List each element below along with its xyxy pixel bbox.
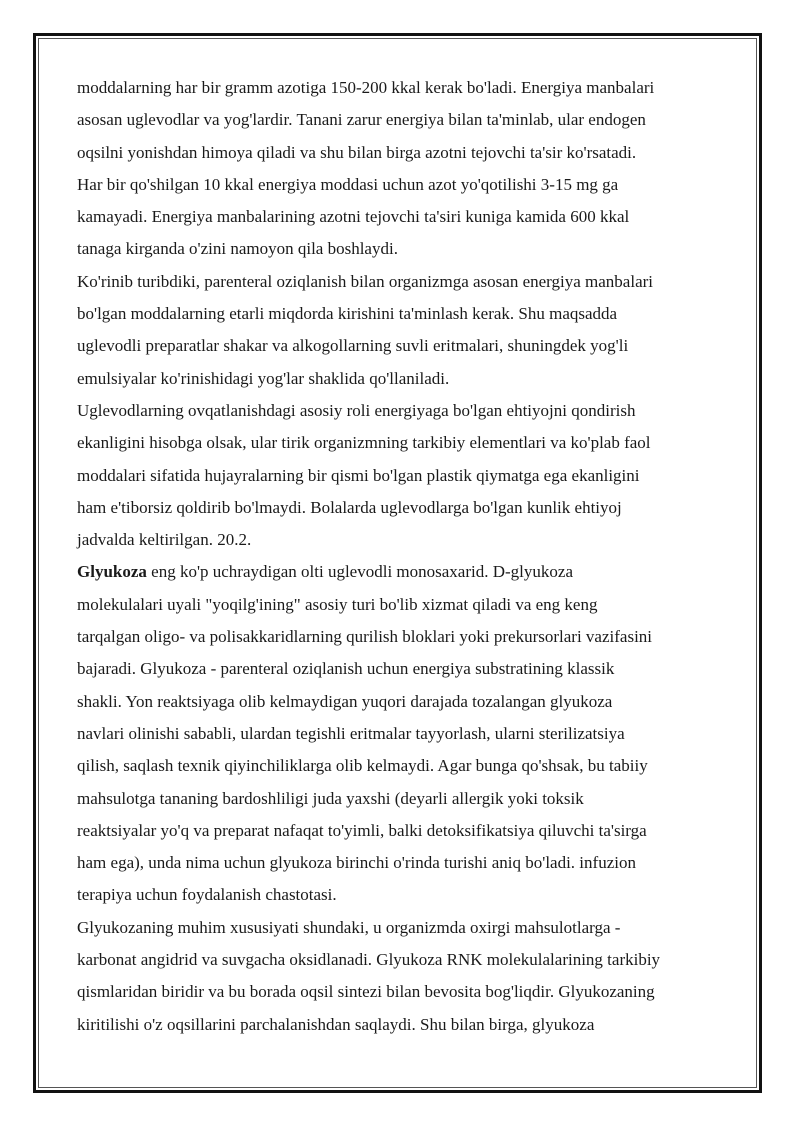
text-line: ham ega), unda nima uchun glyukoza birinchi o'rinda turishi aniq bo'ladi. infuzion [77, 853, 636, 873]
text-line: terapiya uchun foydalanish chastotasi. [77, 885, 337, 905]
text-line: tarqalgan oligo- va polisakkaridlarning qurilish bloklari yoki prekursorlari vazifasini [77, 627, 653, 647]
text-line: molekulalari uyali "yoqilg'ining" asosiy turi bo'lib xizmat qiladi va eng keng [77, 594, 598, 614]
text-line: ham e'tiborsiz qoldirib bo'lmaydi. Bolalarda uglevodlarga bo'lgan kunlik ehtiyoj [77, 497, 622, 517]
text-line: qilish, saqlash texnik qiyinchiliklarga olib kelmaydi. Agar bunga qo'shsak, bu tabiiy [77, 756, 648, 776]
text-line: ekanligini hisobga olsak, ular tirik organizmning tarkibiy elementlari va ko'plab faol [77, 433, 651, 453]
text-line: kamayadi. Energiya manbalarining azotni tejovchi ta'siri kuniga kamida 600 kkal [77, 207, 630, 227]
glucose-paragraph-first-line [77, 556, 727, 588]
text-line: Har bir qo'shilgan 10 kkal energiya moddasi uchun azot yo'qotilishi 3-15 mg ga [77, 174, 619, 194]
text-line: moddalarning har bir gramm azotiga 150-200 kkal kerak bo'ladi. Energiya manbalari [77, 78, 655, 97]
text-line: Uglevodlarning ovqatlanishdagi asosiy roli energiyaga bo'lgan ehtiyojni qondirish [77, 400, 636, 420]
glucose-line-rest: eng ko'p uchraydigan olti uglevodli monosaxarid. D-glyukoza [146, 562, 573, 582]
text-line: bo'lgan moddalarning etarli miqdorda kirishini ta'minlash kerak. Shu maqsadda [77, 304, 618, 324]
text-line: navlari olinishi sababli, ulardan tegishli eritmalar tayyorlash, ularni sterilizatsiya [77, 723, 625, 743]
text-line: qismlaridan biridir va bu borada oqsil sintezi bilan bevosita bog'liqdir. Glyukozaning [77, 982, 655, 1002]
text-line: mahsulotga tananing bardoshliligi juda yaxshi (deyarli allergik yoki toksik [77, 788, 584, 808]
text-line: moddalari sifatida hujayralarning bir qismi bo'lgan plastik qiymatga ega ekanligini [77, 465, 640, 485]
text-line: reaktsiyalar yo'q va preparat nafaqat to'yimli, balki detoksifikatsiya qiluvchi ta'sirga [77, 820, 647, 840]
text-line: emulsiyalar ko'rinishidagi yog'lar shaklida qo'llaniladi. [77, 368, 450, 388]
glucose-term: Glyukoza [77, 562, 147, 582]
text-line: bajaradi. Glyukoza - parenteral oziqlanish uchun energiya substratining klassik [77, 659, 615, 679]
text-line: kiritilishi o'z oqsillarini parchalanishdan saqlaydi. Shu bilan birga, glyukoza [77, 1014, 595, 1034]
text-line: Glyukozaning muhim xususiyati shundaki, u organizmda oxirgi mahsulotlarga - [77, 917, 621, 937]
text-line: uglevodli preparatlar shakar va alkogollarning suvli eritmalari, shuningdek yog'li [77, 336, 629, 356]
document-body [77, 72, 727, 1041]
text-line: jadvalda keltirilgan. 20.2. [77, 530, 252, 550]
text-line: tanaga kirganda o'zini namoyon qila boshlaydi. [77, 239, 398, 259]
text-line: karbonat angidrid va suvgacha oksidlanadi. Glyukoza RNK molekulalarining tarkibiy [77, 950, 661, 970]
text-line: Ko'rinib turibdiki, parenteral oziqlanish bilan organizmga asosan energiya manbalari [77, 271, 654, 291]
text-line: shakli. Yon reaktsiyaga olib kelmaydigan yuqori darajada tozalangan glyukoza [77, 691, 613, 711]
text-line: asosan uglevodlar va yog'lardir. Tanani zarur energiya bilan ta'minlab, ular endogen [77, 110, 646, 130]
text-line: oqsilni yonishdan himoya qiladi va shu bilan birga azotni tejovchi ta'sir ko'rsatadi. [77, 142, 637, 162]
